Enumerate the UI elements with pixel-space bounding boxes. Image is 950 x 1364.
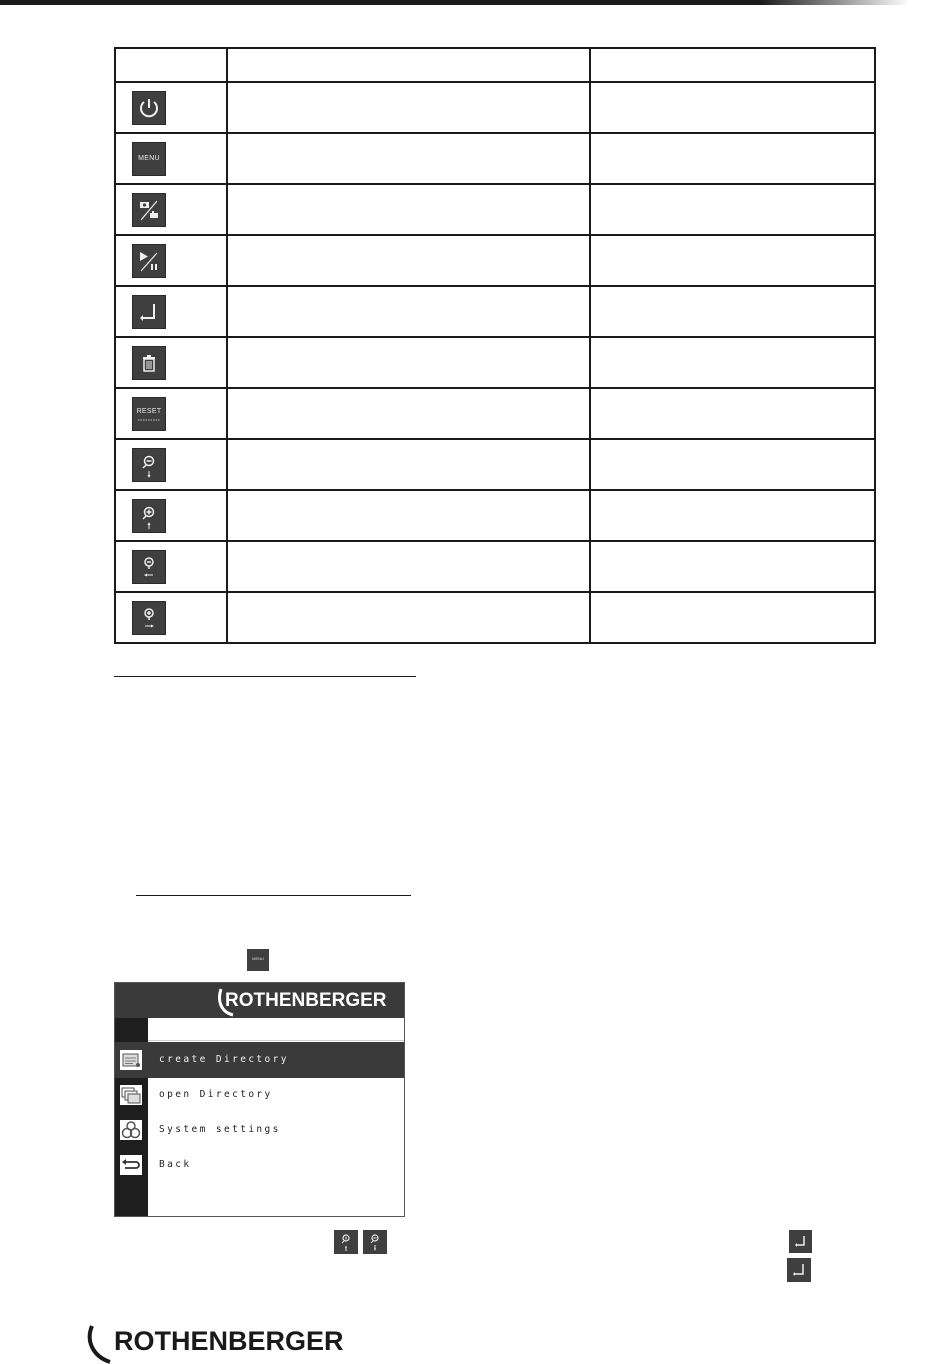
table-header-row [115,48,875,82]
table-row [115,490,875,541]
enter-icon [132,295,166,329]
enter-inline-icon [789,1230,812,1253]
open-directory-icon [120,1085,142,1105]
brand-logo [215,983,405,1018]
menu-item-label: System settings [159,1124,281,1135]
play-pause-icon [132,244,166,278]
menu-key-icon: MENU [132,142,166,176]
zoom-in-up-inline-icon [334,1230,358,1254]
top-rule [0,0,950,5]
table-row [115,388,875,439]
footer-brand-text: ROTHENBERGER [114,1326,344,1356]
key-function-table [114,47,876,644]
subsection-heading-rule [136,895,411,896]
table-row [115,235,875,286]
footer-brand-logo [86,1322,346,1364]
brand-text: ROTHENBERGER [225,990,387,1011]
table-row [115,82,875,133]
reset-key-icon: RESET [132,397,166,431]
menu-item-label: open Directory [159,1089,273,1100]
table-row [115,592,875,643]
menu-item-create-directory[interactable] [115,1043,405,1077]
menu-item-system-settings[interactable] [115,1113,405,1147]
table-row [115,286,875,337]
table-row [115,184,875,235]
menu-item-open-directory[interactable] [115,1078,405,1112]
menu-item-label: Back [159,1159,192,1170]
table-row [115,439,875,490]
device-screen [114,982,405,1217]
zoom-in-right-icon [132,601,166,635]
section-heading-rule [114,676,416,677]
table-row [115,133,875,184]
camera-photo-icon [132,193,166,227]
system-settings-icon [120,1120,142,1140]
table-row [115,337,875,388]
screen-header [115,983,405,1018]
trash-icon [132,346,166,380]
zoom-out-down-inline-icon [363,1230,387,1254]
menu-item-back[interactable] [115,1148,405,1182]
back-icon [120,1155,142,1175]
enter-inline-icon [787,1258,811,1282]
zoom-out-down-icon [132,448,166,482]
table-row [115,541,875,592]
screen-subheader [148,1018,405,1041]
power-icon [132,91,166,125]
zoom-in-up-icon [132,499,166,533]
menu-key-inline-icon: MENU [247,949,269,971]
create-directory-icon [120,1050,142,1070]
menu-item-label: create Directory [159,1054,289,1065]
zoom-out-left-icon [132,550,166,584]
